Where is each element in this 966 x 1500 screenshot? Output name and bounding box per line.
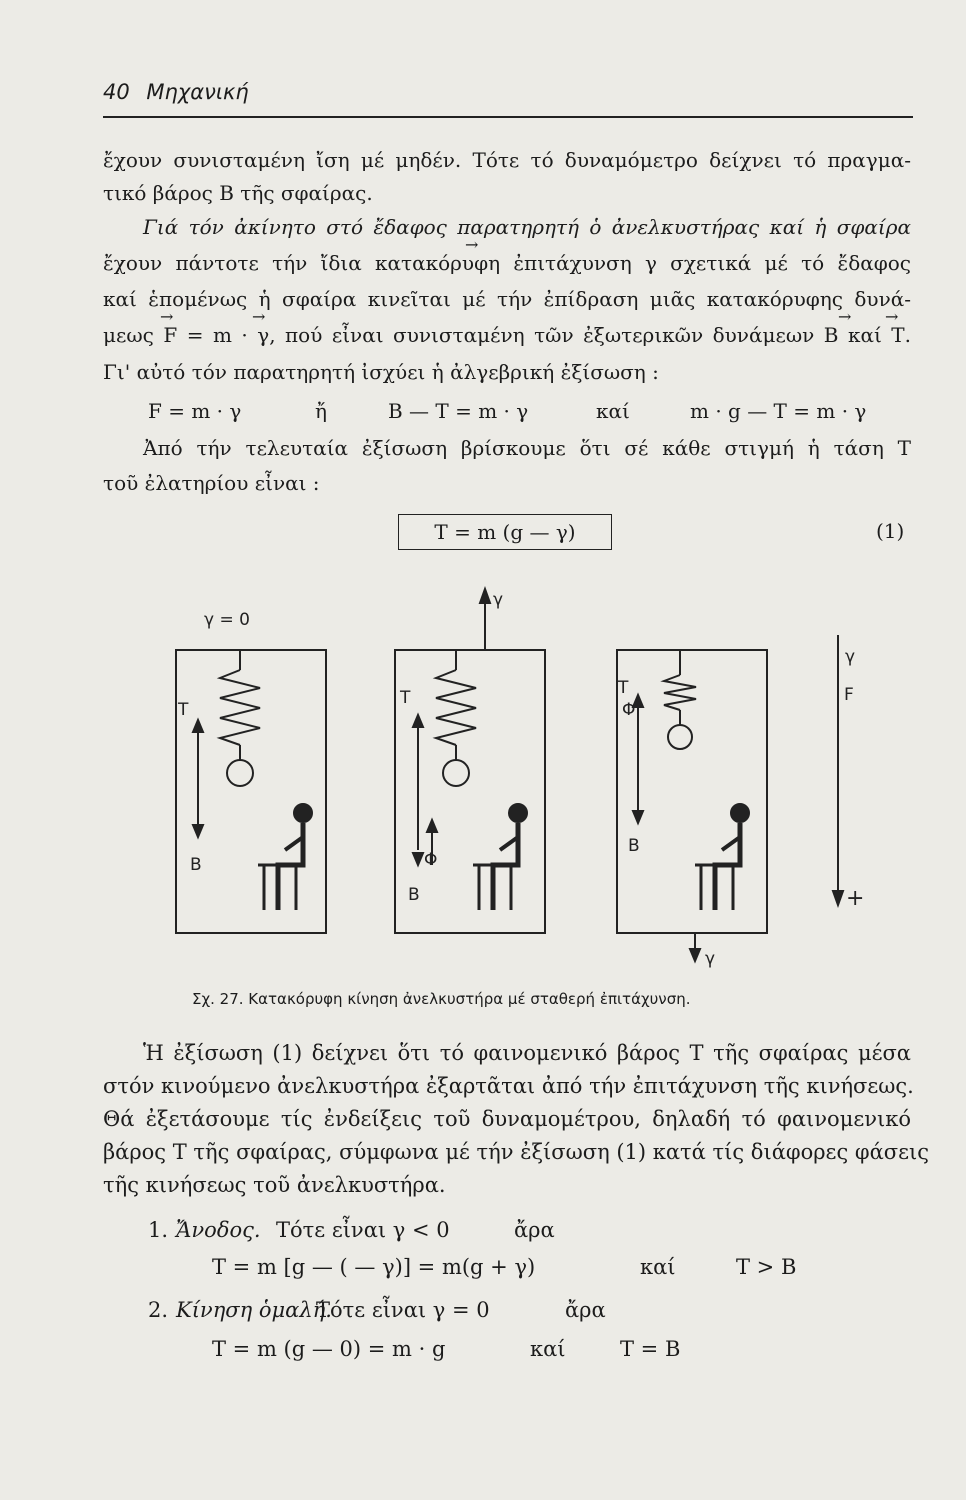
equation-number: (1)	[876, 519, 905, 543]
vector-arrow-F: →	[160, 307, 174, 326]
label-gamma-up: γ	[493, 590, 504, 610]
page-header	[103, 80, 913, 120]
running-title: Μηχανική	[146, 80, 249, 104]
p3-line2: τοῦ ἐλατηρίου εἶναι :	[103, 471, 320, 495]
p2-line1: Γιά τόν ἀκίνητο στό ἔδαφος παρατηρητή ὁ ἀνελκυστήρας καί ἡ σφαίρα	[143, 215, 911, 239]
p2-line2: ἔχουν πάντοτε τήν ἴδια κατακόρυφη ἐπιτάχυνση γ σχετικά μέ τό ἔδαφος	[103, 251, 911, 275]
gamma-arrow-down	[690, 949, 700, 961]
case1-ara: ἄρα	[514, 1218, 555, 1242]
equation-mg-T: m · g — T = m · γ	[690, 399, 867, 423]
p4-line5: τῆς κινήσεως τοῦ ἀνελκυστήρα.	[103, 1173, 446, 1197]
label-F: F	[844, 685, 854, 705]
equation-and: καί	[596, 399, 630, 423]
gamma-arrow-up	[480, 589, 490, 603]
case1-condition: Τότε εἶναι γ < 0	[276, 1218, 450, 1242]
page-number: 40	[103, 80, 130, 104]
case1-name: Ἄνοδος.	[176, 1218, 261, 1242]
case2-kai: καί	[530, 1337, 566, 1361]
p3-line1: Ἀπό τήν τελευταία ἐξίσωση βρίσκουμε ὅτι σέ κάθε στιγμή ἡ τάση Τ	[143, 436, 911, 460]
case2-number: 2.	[148, 1298, 169, 1322]
case2-result: T = B	[620, 1337, 681, 1361]
case1-kai: καί	[640, 1255, 676, 1279]
weight-arrow-2	[413, 853, 423, 865]
label-B-1: B	[190, 855, 202, 875]
header-rule	[103, 116, 913, 118]
case2-ara: ἄρα	[565, 1298, 606, 1322]
vector-arrow-T: →	[885, 307, 899, 326]
weight-arrow-3	[633, 811, 643, 823]
label-T-3: T	[618, 678, 629, 698]
case1-number: 1.	[148, 1218, 169, 1242]
vector-arrow-B: →	[838, 307, 852, 326]
label-gamma-zero: γ = 0	[204, 610, 250, 630]
elevator-figure	[160, 575, 880, 975]
p2-line3: καί ἑπομένως ἡ σφαίρα κινεῖται μέ τήν ἐπίδραση μιᾶς κατακόρυφης δυνά-	[103, 287, 911, 311]
case2-formula: T = m (g — 0) = m · g	[212, 1337, 446, 1361]
label-B-2: B	[408, 885, 420, 905]
p4-line1: Ἡ ἐξίσωση (1) δείχνει ὅτι τό φαινομενικό βάρος Τ τῆς σφαίρας μέσα	[143, 1041, 911, 1065]
weight-arrow-1	[193, 825, 203, 837]
equation-B-T: B — T = m · γ	[388, 399, 529, 423]
p2-line4: μεως F = m · γ, πού εἶναι συνισταμένη τῶν ἐξωτερικῶν δυνάμεων Β καί Τ.	[103, 323, 911, 347]
sphere-1	[227, 760, 253, 786]
label-plus: +	[846, 886, 865, 911]
p1-line1: ἔχουν συνισταμένη ἴση μέ μηδέν. Τότε τό δυναμόμετρο δείχνει τό πραγμα-	[103, 148, 911, 172]
case1-formula: T = m [g — ( — γ)] = m(g + γ)	[212, 1255, 536, 1279]
p2-line5: Γι' αὐτό τόν παρατηρητή ἰσχύει ἡ ἀλγεβρική ἐξίσωση :	[103, 360, 659, 384]
boxed-equation: T = m (g — γ)	[398, 514, 612, 550]
elevator-cabin-3	[617, 650, 767, 933]
tension-arrow-1	[193, 720, 203, 732]
label-Phi-3: Φ	[622, 700, 636, 720]
p1-line2: τικό βάρος Β τῆς σφαίρας.	[103, 181, 373, 205]
equation-F: F = m · γ	[148, 399, 242, 423]
label-gamma-down: γ	[705, 949, 716, 969]
label-T-1: T	[178, 700, 189, 720]
sphere-3	[668, 725, 692, 749]
p4-line4: βάρος Τ τῆς σφαίρας, σύμφωνα μέ τήν ἐξίσωση (1) κατά τίς διάφορες φάσεις	[103, 1140, 929, 1164]
vector-arrow-gamma2: →	[252, 307, 266, 326]
label-gamma-axis: γ	[845, 647, 856, 667]
case2-name: Κίνηση ὁμαλή.	[176, 1298, 332, 1322]
figure-caption: Σχ. 27. Κατακόρυφη κίνηση ἀνελκυστήρα μέ σταθερή ἐπιτάχυνση.	[192, 990, 691, 1008]
label-T-2: T	[400, 688, 411, 708]
sphere-2	[443, 760, 469, 786]
equation-or: ἤ	[315, 399, 327, 423]
label-Phi-2: Φ	[424, 850, 438, 870]
vector-arrow-gamma: →	[465, 235, 479, 254]
label-B-3: B	[628, 836, 640, 856]
case1-result: T > B	[736, 1255, 797, 1279]
case2-condition: Τότε εἶναι γ = 0	[316, 1298, 490, 1322]
tension-arrow-2	[413, 715, 423, 727]
p4-line3: Θά ἐξετάσουμε τίς ἐνδείξεις τοῦ δυναμομέτρου, δηλαδή τό φαινομενικό	[103, 1107, 911, 1131]
p4-line2: στόν κινούμενο ἀνελκυστήρα ἐξαρτᾶται ἀπό τήν ἐπιτάχυνση τῆς κινήσεως.	[103, 1074, 914, 1098]
